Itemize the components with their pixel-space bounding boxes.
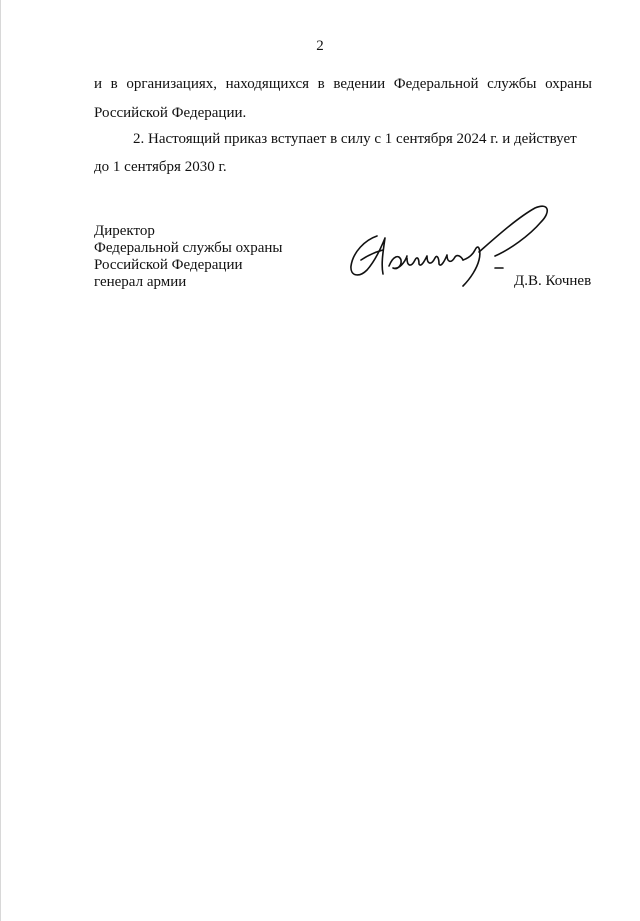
signatory-position-line: Федеральной службы охраны bbox=[94, 240, 283, 256]
signatory-position-line: Российской Федерации bbox=[94, 257, 243, 273]
signatory-position-line: Директор bbox=[94, 223, 155, 239]
paragraph-1-line-1: и в организациях, находящихся в ведении Федеральной службы охраны bbox=[94, 76, 592, 92]
page-number: 2 bbox=[316, 38, 324, 54]
page-edge bbox=[0, 0, 1, 921]
signatory-position-line: генерал армии bbox=[94, 274, 187, 290]
signer-name: Д.В. Кочнев bbox=[514, 273, 592, 289]
paragraph-2-line-2: до 1 сентября 2030 г. bbox=[94, 159, 227, 175]
paragraph-1-line-2: Российской Федерации. bbox=[94, 105, 247, 121]
signatory-position bbox=[94, 223, 282, 291]
paragraph-2-line-1: 2. Настоящий приказ вступает в силу с 1 сентября 2024 г. и действует bbox=[133, 131, 577, 147]
